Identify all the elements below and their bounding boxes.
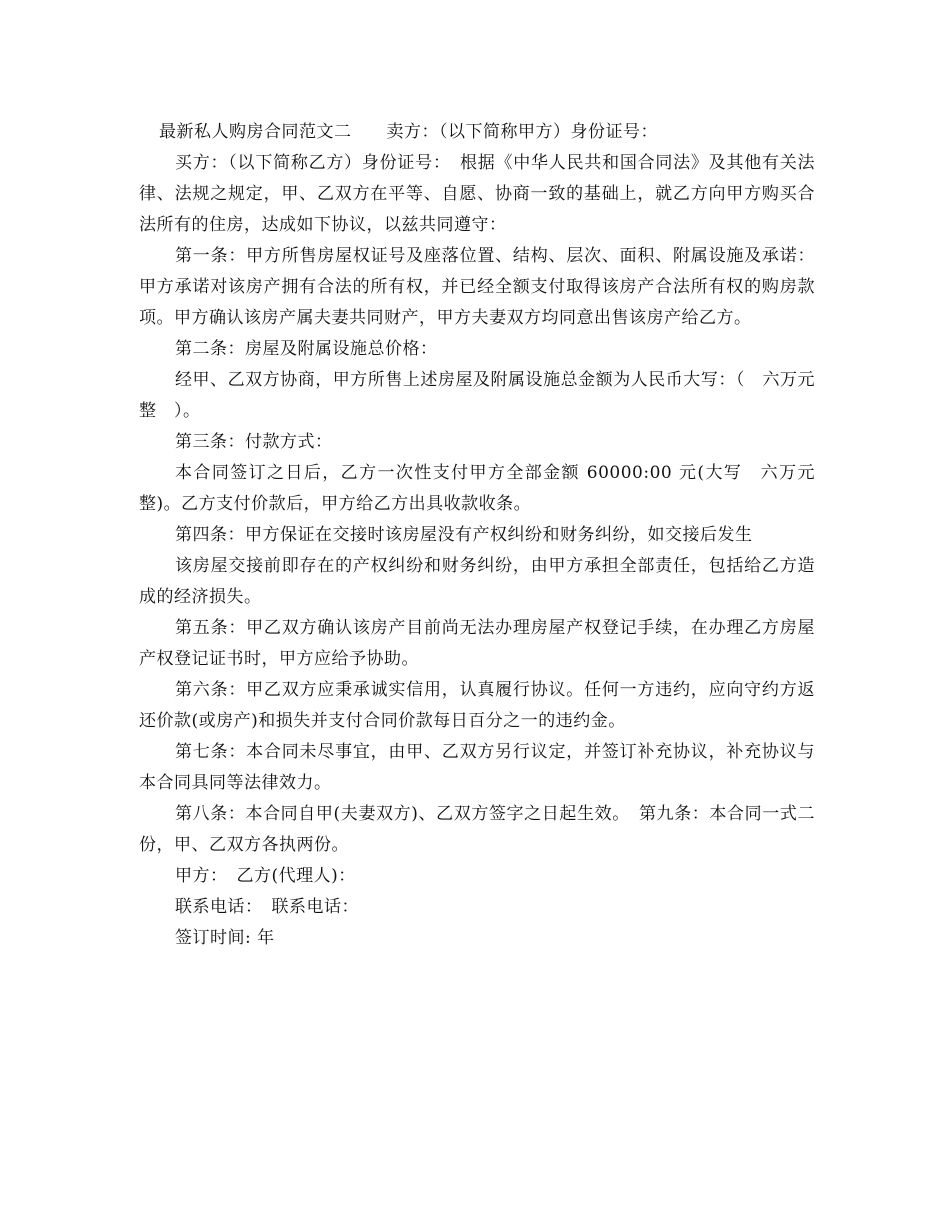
paragraph-article-2-body: 经甲、乙双方协商，甲方所售上述房屋及附属设施总金额为人民币大写：（ 六万元整 ）。 [139,370,815,421]
paragraph-article-3-heading: 第三条：付款方式： [175,432,333,452]
paragraph-article-2-heading: 第二条：房屋及附属设施总价格： [175,339,438,359]
contract-body [139,117,815,954]
paragraph-article-7: 第七条：本合同未尽事宜，由甲、乙双方另行议定，并签订补充协议，补充协议与本合同具同等法律效力。 [139,742,815,793]
signature-date: 签订时间: 年 [175,928,275,948]
title-line: 最新私人购房合同范文二 卖方：（以下简称甲方）身份证号： [159,122,658,142]
paragraph-article-8-9: 第八条：本合同自甲(夫妻双方)、乙双方签字之日起生效。 第九条：本合同一式二份，甲、乙双方各执两份。 [139,804,815,855]
paragraph-article-3-body: 本合同签订之日后，乙方一次性支付甲方全部金额 60000:00 元(大写 六万元整)。乙方支付价款后，甲方给乙方出具收款收条。 [139,463,815,514]
paragraph-article-4: 第四条：甲方保证在交接时该房屋没有产权纠纷和财务纠纷，如交接后发生 [175,525,753,545]
paragraph-article-5: 第五条：甲乙双方确认该房产目前尚无法办理房屋产权登记手续，在办理乙方房屋产权登记证书时，甲方应给予协助。 [139,618,815,669]
paragraph-article-4-continued: 该房屋交接前即存在的产权纠纷和财务纠纷，由甲方承担全部责任，包括给乙方造成的经济损失。 [139,556,815,607]
signature-parties: 甲方： 乙方(代理人)： [175,866,356,886]
paragraph-article-1: 第一条：甲方所售房屋权证号及座落位置、结构、层次、面积、附属设施及承诺：甲方承诺对该房产拥有合法的所有权，并已经全额支付取得该房产合法所有权的购房款项。甲方确认该房产属夫妻共同财产，甲方夫妻双方均同意出售该房产给乙方。 [139,246,815,328]
paragraph-buyer-preamble: 买方：（以下简称乙方）身份证号： 根据《中华人民共和国合同法》及其他有关法律、法规之规定，甲、乙双方在平等、自愿、协商一致的基础上，就乙方向甲方购买合法所有的住房，达成如下协议，以兹共同遵守： [139,153,815,235]
paragraph-article-6: 第六条：甲乙双方应秉承诚实信用，认真履行协议。任何一方违约，应向守约方返还价款(或房产)和损失并支付合同价款每日百分之一的违约金。 [139,680,815,731]
signature-phones: 联系电话： 联系电话： [175,897,359,917]
